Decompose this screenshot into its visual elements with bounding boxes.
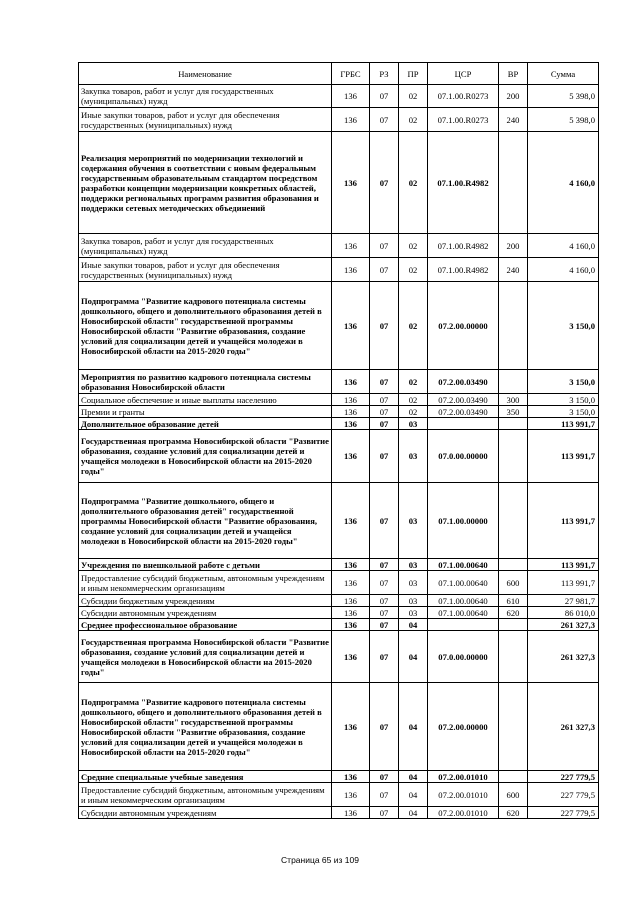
cell-rz: 07 bbox=[370, 85, 399, 108]
cell-name: Государственная программа Новосибирской области "Развитие образования, создание условий для социализации детей и учащейся молодежи в Новосибирской области на 2015-2020 годы" bbox=[79, 430, 332, 483]
cell-rz: 07 bbox=[370, 234, 399, 258]
cell-sum: 227 779,5 bbox=[528, 783, 599, 807]
cell-grbs: 136 bbox=[332, 807, 370, 819]
cell-rz: 07 bbox=[370, 619, 399, 631]
cell-rz: 07 bbox=[370, 430, 399, 483]
cell-csr: 07.1.00.R0273 bbox=[428, 85, 499, 108]
cell-pr: 04 bbox=[399, 683, 428, 771]
table-row bbox=[79, 418, 599, 430]
cell-name: Премии и гранты bbox=[79, 406, 332, 418]
cell-csr: 07.2.00.03490 bbox=[428, 370, 499, 394]
cell-grbs: 136 bbox=[332, 258, 370, 282]
cell-grbs: 136 bbox=[332, 108, 370, 132]
cell-vr: 350 bbox=[499, 406, 528, 418]
cell-csr: 07.1.00.R4982 bbox=[428, 234, 499, 258]
cell-rz: 07 bbox=[370, 406, 399, 418]
cell-pr: 03 bbox=[399, 430, 428, 483]
cell-sum: 3 150,0 bbox=[528, 406, 599, 418]
cell-sum: 113 991,7 bbox=[528, 559, 599, 571]
cell-rz: 07 bbox=[370, 258, 399, 282]
cell-name: Мероприятия по развитию кадрового потенциала системы образования Новосибирской области bbox=[79, 370, 332, 394]
cell-name: Государственная программа Новосибирской области "Развитие образования, создание условий для социализации детей и учащейся молодежи в Новосибирской области на 2015-2020 годы" bbox=[79, 631, 332, 683]
table-row bbox=[79, 483, 599, 559]
cell-name: Субсидии бюджетным учреждениям bbox=[79, 595, 332, 607]
table-row bbox=[79, 595, 599, 607]
cell-vr bbox=[499, 282, 528, 370]
cell-sum: 261 327,3 bbox=[528, 683, 599, 771]
cell-grbs: 136 bbox=[332, 418, 370, 430]
cell-vr bbox=[499, 132, 528, 234]
cell-vr: 240 bbox=[499, 108, 528, 132]
cell-pr: 03 bbox=[399, 571, 428, 595]
header-grbs: ГРБС bbox=[332, 63, 370, 85]
cell-vr: 300 bbox=[499, 394, 528, 406]
cell-rz: 07 bbox=[370, 418, 399, 430]
cell-sum: 4 160,0 bbox=[528, 234, 599, 258]
cell-rz: 07 bbox=[370, 282, 399, 370]
cell-pr: 02 bbox=[399, 394, 428, 406]
table-row bbox=[79, 234, 599, 258]
table-row bbox=[79, 108, 599, 132]
cell-rz: 07 bbox=[370, 607, 399, 619]
cell-rz: 07 bbox=[370, 370, 399, 394]
cell-grbs: 136 bbox=[332, 483, 370, 559]
cell-pr: 04 bbox=[399, 771, 428, 783]
cell-grbs: 136 bbox=[332, 234, 370, 258]
cell-pr: 03 bbox=[399, 418, 428, 430]
cell-name: Субсидии автономным учреждениям bbox=[79, 607, 332, 619]
cell-pr: 03 bbox=[399, 559, 428, 571]
cell-pr: 02 bbox=[399, 234, 428, 258]
cell-rz: 07 bbox=[370, 559, 399, 571]
cell-grbs: 136 bbox=[332, 132, 370, 234]
cell-vr: 610 bbox=[499, 595, 528, 607]
cell-name: Предоставление субсидий бюджетным, автономным учреждениям и иным некоммерческим организациям bbox=[79, 571, 332, 595]
cell-grbs: 136 bbox=[332, 394, 370, 406]
cell-vr bbox=[499, 631, 528, 683]
cell-csr: 07.2.00.00000 bbox=[428, 683, 499, 771]
cell-csr: 07.0.00.00000 bbox=[428, 631, 499, 683]
cell-pr: 04 bbox=[399, 783, 428, 807]
cell-grbs: 136 bbox=[332, 571, 370, 595]
cell-rz: 07 bbox=[370, 595, 399, 607]
cell-pr: 02 bbox=[399, 108, 428, 132]
cell-pr: 02 bbox=[399, 85, 428, 108]
cell-grbs: 136 bbox=[332, 430, 370, 483]
cell-pr: 02 bbox=[399, 370, 428, 394]
cell-rz: 07 bbox=[370, 783, 399, 807]
cell-vr bbox=[499, 370, 528, 394]
cell-sum: 261 327,3 bbox=[528, 631, 599, 683]
cell-grbs: 136 bbox=[332, 370, 370, 394]
cell-sum: 113 991,7 bbox=[528, 483, 599, 559]
table-row bbox=[79, 619, 599, 631]
cell-csr: 07.1.00.R4982 bbox=[428, 132, 499, 234]
cell-grbs: 136 bbox=[332, 771, 370, 783]
header-name: Наименование bbox=[79, 63, 332, 85]
cell-csr: 07.2.00.00000 bbox=[428, 282, 499, 370]
cell-csr: 07.2.00.01010 bbox=[428, 783, 499, 807]
table-row bbox=[79, 132, 599, 234]
cell-sum: 3 150,0 bbox=[528, 282, 599, 370]
cell-grbs: 136 bbox=[332, 406, 370, 418]
table-header-row bbox=[79, 63, 599, 85]
cell-grbs: 136 bbox=[332, 607, 370, 619]
cell-name: Социальное обеспечение и иные выплаты населению bbox=[79, 394, 332, 406]
cell-rz: 07 bbox=[370, 807, 399, 819]
cell-name: Средние специальные учебные заведения bbox=[79, 771, 332, 783]
cell-name: Реализация мероприятий по модернизации технологий и содержания обучения в соответствии с новым федеральным государственным образовательным стандартом посредством разработки концепции модернизации конкретных областей, поддержки региональных программ развития образования и поддержки сетевых методических объединений bbox=[79, 132, 332, 234]
table-row bbox=[79, 430, 599, 483]
cell-csr: 07.1.00.00640 bbox=[428, 559, 499, 571]
cell-sum: 261 327,3 bbox=[528, 619, 599, 631]
cell-rz: 07 bbox=[370, 771, 399, 783]
cell-name: Иные закупки товаров, работ и услуг для обеспечения государственных (муниципальных) нужд bbox=[79, 258, 332, 282]
cell-rz: 07 bbox=[370, 394, 399, 406]
cell-name: Дополнительное образование детей bbox=[79, 418, 332, 430]
cell-sum: 3 150,0 bbox=[528, 394, 599, 406]
cell-rz: 07 bbox=[370, 683, 399, 771]
cell-name: Подпрограмма "Развитие кадрового потенциала системы дошкольного, общего и дополнительного образования детей в Новосибирской области" государственной программы Новосибирской области "Развитие образования, создание условий для социализации детей и учащейся молодежи в Новосибирской области на 2015-2020 годы" bbox=[79, 282, 332, 370]
table-row bbox=[79, 85, 599, 108]
cell-pr: 04 bbox=[399, 631, 428, 683]
table-row bbox=[79, 282, 599, 370]
cell-name: Подпрограмма "Развитие кадрового потенциала системы дошкольного, общего и дополнительного образования детей в Новосибирской области" государственной программы Новосибирской области "Развитие образования, создание условий для социализации детей и учащейся молодежи в Новосибирской области на 2015-2020 годы" bbox=[79, 683, 332, 771]
table-row bbox=[79, 607, 599, 619]
cell-pr: 03 bbox=[399, 595, 428, 607]
cell-pr: 02 bbox=[399, 258, 428, 282]
cell-sum: 4 160,0 bbox=[528, 132, 599, 234]
cell-vr bbox=[499, 418, 528, 430]
cell-vr bbox=[499, 483, 528, 559]
cell-csr: 07.1.00.R4982 bbox=[428, 258, 499, 282]
cell-csr: 07.0.00.00000 bbox=[428, 430, 499, 483]
cell-grbs: 136 bbox=[332, 85, 370, 108]
cell-name: Субсидии автономным учреждениям bbox=[79, 807, 332, 819]
cell-grbs: 136 bbox=[332, 595, 370, 607]
header-vr: ВР bbox=[499, 63, 528, 85]
cell-vr bbox=[499, 619, 528, 631]
table-row bbox=[79, 783, 599, 807]
cell-sum: 113 991,7 bbox=[528, 571, 599, 595]
cell-csr: 07.1.00.00640 bbox=[428, 595, 499, 607]
cell-vr bbox=[499, 771, 528, 783]
cell-vr bbox=[499, 683, 528, 771]
cell-vr: 200 bbox=[499, 234, 528, 258]
cell-pr: 04 bbox=[399, 619, 428, 631]
cell-rz: 07 bbox=[370, 108, 399, 132]
table-row bbox=[79, 559, 599, 571]
header-pr: ПР bbox=[399, 63, 428, 85]
cell-csr: 07.1.00.00640 bbox=[428, 571, 499, 595]
header-rz: РЗ bbox=[370, 63, 399, 85]
cell-grbs: 136 bbox=[332, 683, 370, 771]
cell-csr: 07.2.00.01010 bbox=[428, 807, 499, 819]
page-footer: Страница 65 из 109 bbox=[281, 855, 359, 865]
cell-vr: 200 bbox=[499, 85, 528, 108]
cell-name: Среднее профессиональное образование bbox=[79, 619, 332, 631]
cell-sum: 4 160,0 bbox=[528, 258, 599, 282]
cell-sum: 113 991,7 bbox=[528, 418, 599, 430]
cell-vr: 620 bbox=[499, 607, 528, 619]
cell-vr: 600 bbox=[499, 571, 528, 595]
cell-sum: 5 398,0 bbox=[528, 85, 599, 108]
cell-rz: 07 bbox=[370, 132, 399, 234]
cell-vr: 240 bbox=[499, 258, 528, 282]
cell-rz: 07 bbox=[370, 631, 399, 683]
cell-name: Закупка товаров, работ и услуг для государственных (муниципальных) нужд bbox=[79, 234, 332, 258]
cell-pr: 02 bbox=[399, 406, 428, 418]
cell-vr bbox=[499, 559, 528, 571]
cell-csr: 07.1.00.R0273 bbox=[428, 108, 499, 132]
cell-csr: 07.2.00.03490 bbox=[428, 394, 499, 406]
cell-vr bbox=[499, 430, 528, 483]
cell-name: Предоставление субсидий бюджетным, автономным учреждениям и иным некоммерческим организациям bbox=[79, 783, 332, 807]
cell-sum: 86 010,0 bbox=[528, 607, 599, 619]
cell-sum: 27 981,7 bbox=[528, 595, 599, 607]
cell-grbs: 136 bbox=[332, 783, 370, 807]
cell-csr: 07.1.00.00640 bbox=[428, 607, 499, 619]
cell-grbs: 136 bbox=[332, 619, 370, 631]
table-row bbox=[79, 370, 599, 394]
cell-grbs: 136 bbox=[332, 631, 370, 683]
cell-csr bbox=[428, 418, 499, 430]
budget-table bbox=[78, 62, 599, 819]
cell-sum: 227 779,5 bbox=[528, 807, 599, 819]
table-row bbox=[79, 631, 599, 683]
table-row bbox=[79, 394, 599, 406]
cell-grbs: 136 bbox=[332, 282, 370, 370]
header-csr: ЦСР bbox=[428, 63, 499, 85]
table-row bbox=[79, 771, 599, 783]
cell-sum: 113 991,7 bbox=[528, 430, 599, 483]
cell-name: Закупка товаров, работ и услуг для государственных (муниципальных) нужд bbox=[79, 85, 332, 108]
cell-rz: 07 bbox=[370, 571, 399, 595]
header-sum: Сумма bbox=[528, 63, 599, 85]
cell-pr: 03 bbox=[399, 483, 428, 559]
cell-name: Подпрограмма "Развитие дошкольного, общего и дополнительного образования детей" государственной программы Новосибирской области "Развитие образования, создание условий для социализации детей и учащейся молодежи в Новосибирской области на 2015-2020 годы" bbox=[79, 483, 332, 559]
cell-pr: 02 bbox=[399, 132, 428, 234]
cell-vr: 600 bbox=[499, 783, 528, 807]
cell-name: Иные закупки товаров, работ и услуг для обеспечения государственных (муниципальных) нужд bbox=[79, 108, 332, 132]
cell-sum: 3 150,0 bbox=[528, 370, 599, 394]
cell-csr bbox=[428, 619, 499, 631]
cell-pr: 03 bbox=[399, 607, 428, 619]
cell-rz: 07 bbox=[370, 483, 399, 559]
cell-sum: 5 398,0 bbox=[528, 108, 599, 132]
cell-grbs: 136 bbox=[332, 559, 370, 571]
cell-vr: 620 bbox=[499, 807, 528, 819]
cell-csr: 07.2.00.01010 bbox=[428, 771, 499, 783]
cell-csr: 07.2.00.03490 bbox=[428, 406, 499, 418]
cell-pr: 04 bbox=[399, 807, 428, 819]
cell-pr: 02 bbox=[399, 282, 428, 370]
table-row bbox=[79, 406, 599, 418]
table-row bbox=[79, 258, 599, 282]
table-row bbox=[79, 571, 599, 595]
table-row bbox=[79, 807, 599, 819]
cell-csr: 07.1.00.00000 bbox=[428, 483, 499, 559]
cell-sum: 227 779,5 bbox=[528, 771, 599, 783]
table-row bbox=[79, 683, 599, 771]
cell-name: Учреждения по внешкольной работе с детьми bbox=[79, 559, 332, 571]
